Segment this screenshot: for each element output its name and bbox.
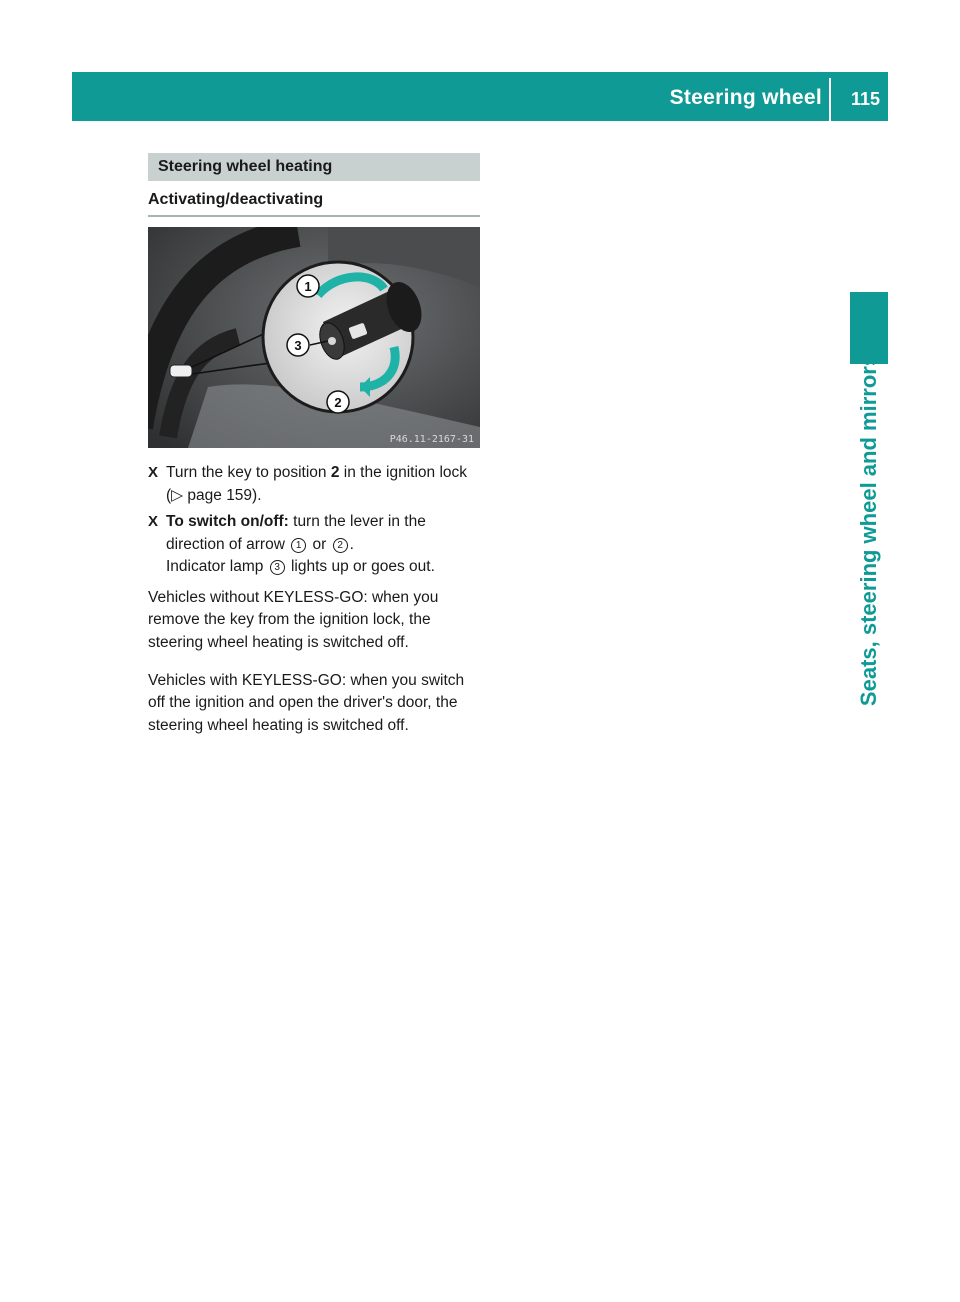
steering-lever-figure (148, 227, 480, 448)
callout-3 (287, 334, 309, 356)
step-1 (148, 462, 480, 507)
step-2 (148, 511, 480, 579)
sub-heading: Activating/deactivating (148, 191, 480, 217)
step-text: turn the lever in the direction of arrow (166, 513, 426, 553)
svg-text:2: 2 (334, 395, 342, 410)
side-chapter-label: Seats, steering wheel and mirrors (856, 353, 881, 707)
callout-ref-1: 1 (291, 538, 306, 553)
step-text: Indicator lamp (166, 558, 268, 575)
page-reference: page 159). (183, 486, 262, 504)
callout-ref-3: 3 (270, 560, 285, 575)
steering-lever-illustration (148, 227, 480, 448)
step-text: . (349, 535, 354, 553)
page-ref-arrow-icon: ▷ (171, 486, 184, 504)
page-title: Steering wheel (669, 86, 822, 109)
figure-code: P46.11-2167-31 (389, 434, 474, 445)
step-bold: To switch on/off: (166, 513, 289, 530)
step-text: or (308, 535, 331, 553)
svg-text:3: 3 (294, 338, 302, 353)
page-number: 115 (850, 89, 880, 109)
callout-1 (297, 275, 319, 297)
section-heading: Steering wheel heating (148, 153, 480, 181)
svg-text:1: 1 (304, 279, 312, 294)
instructions (148, 462, 480, 737)
callout-2 (327, 391, 349, 413)
paragraph-with-keyless-go: Vehicles with KEYLESS-GO: when you switch off the ignition and open the driver's door, the steering wheel heating is switched off. (148, 671, 465, 734)
step-marker: X (148, 513, 159, 530)
content-column (148, 153, 480, 753)
step-text: in the ignition lock ( (166, 464, 468, 504)
step-marker: X (148, 464, 159, 481)
header-bar (72, 72, 888, 121)
header-divider (829, 78, 831, 121)
step-text: lights up or goes out. (286, 558, 435, 575)
step-text: Turn the key to position (166, 464, 331, 481)
paragraph-without-keyless-go: Vehicles without KEYLESS-GO: when you remove the key from the ignition lock, the steering wheel heating is switched off. (148, 588, 439, 651)
callout-ref-2: 2 (333, 538, 348, 553)
step-bold: 2 (330, 464, 340, 481)
